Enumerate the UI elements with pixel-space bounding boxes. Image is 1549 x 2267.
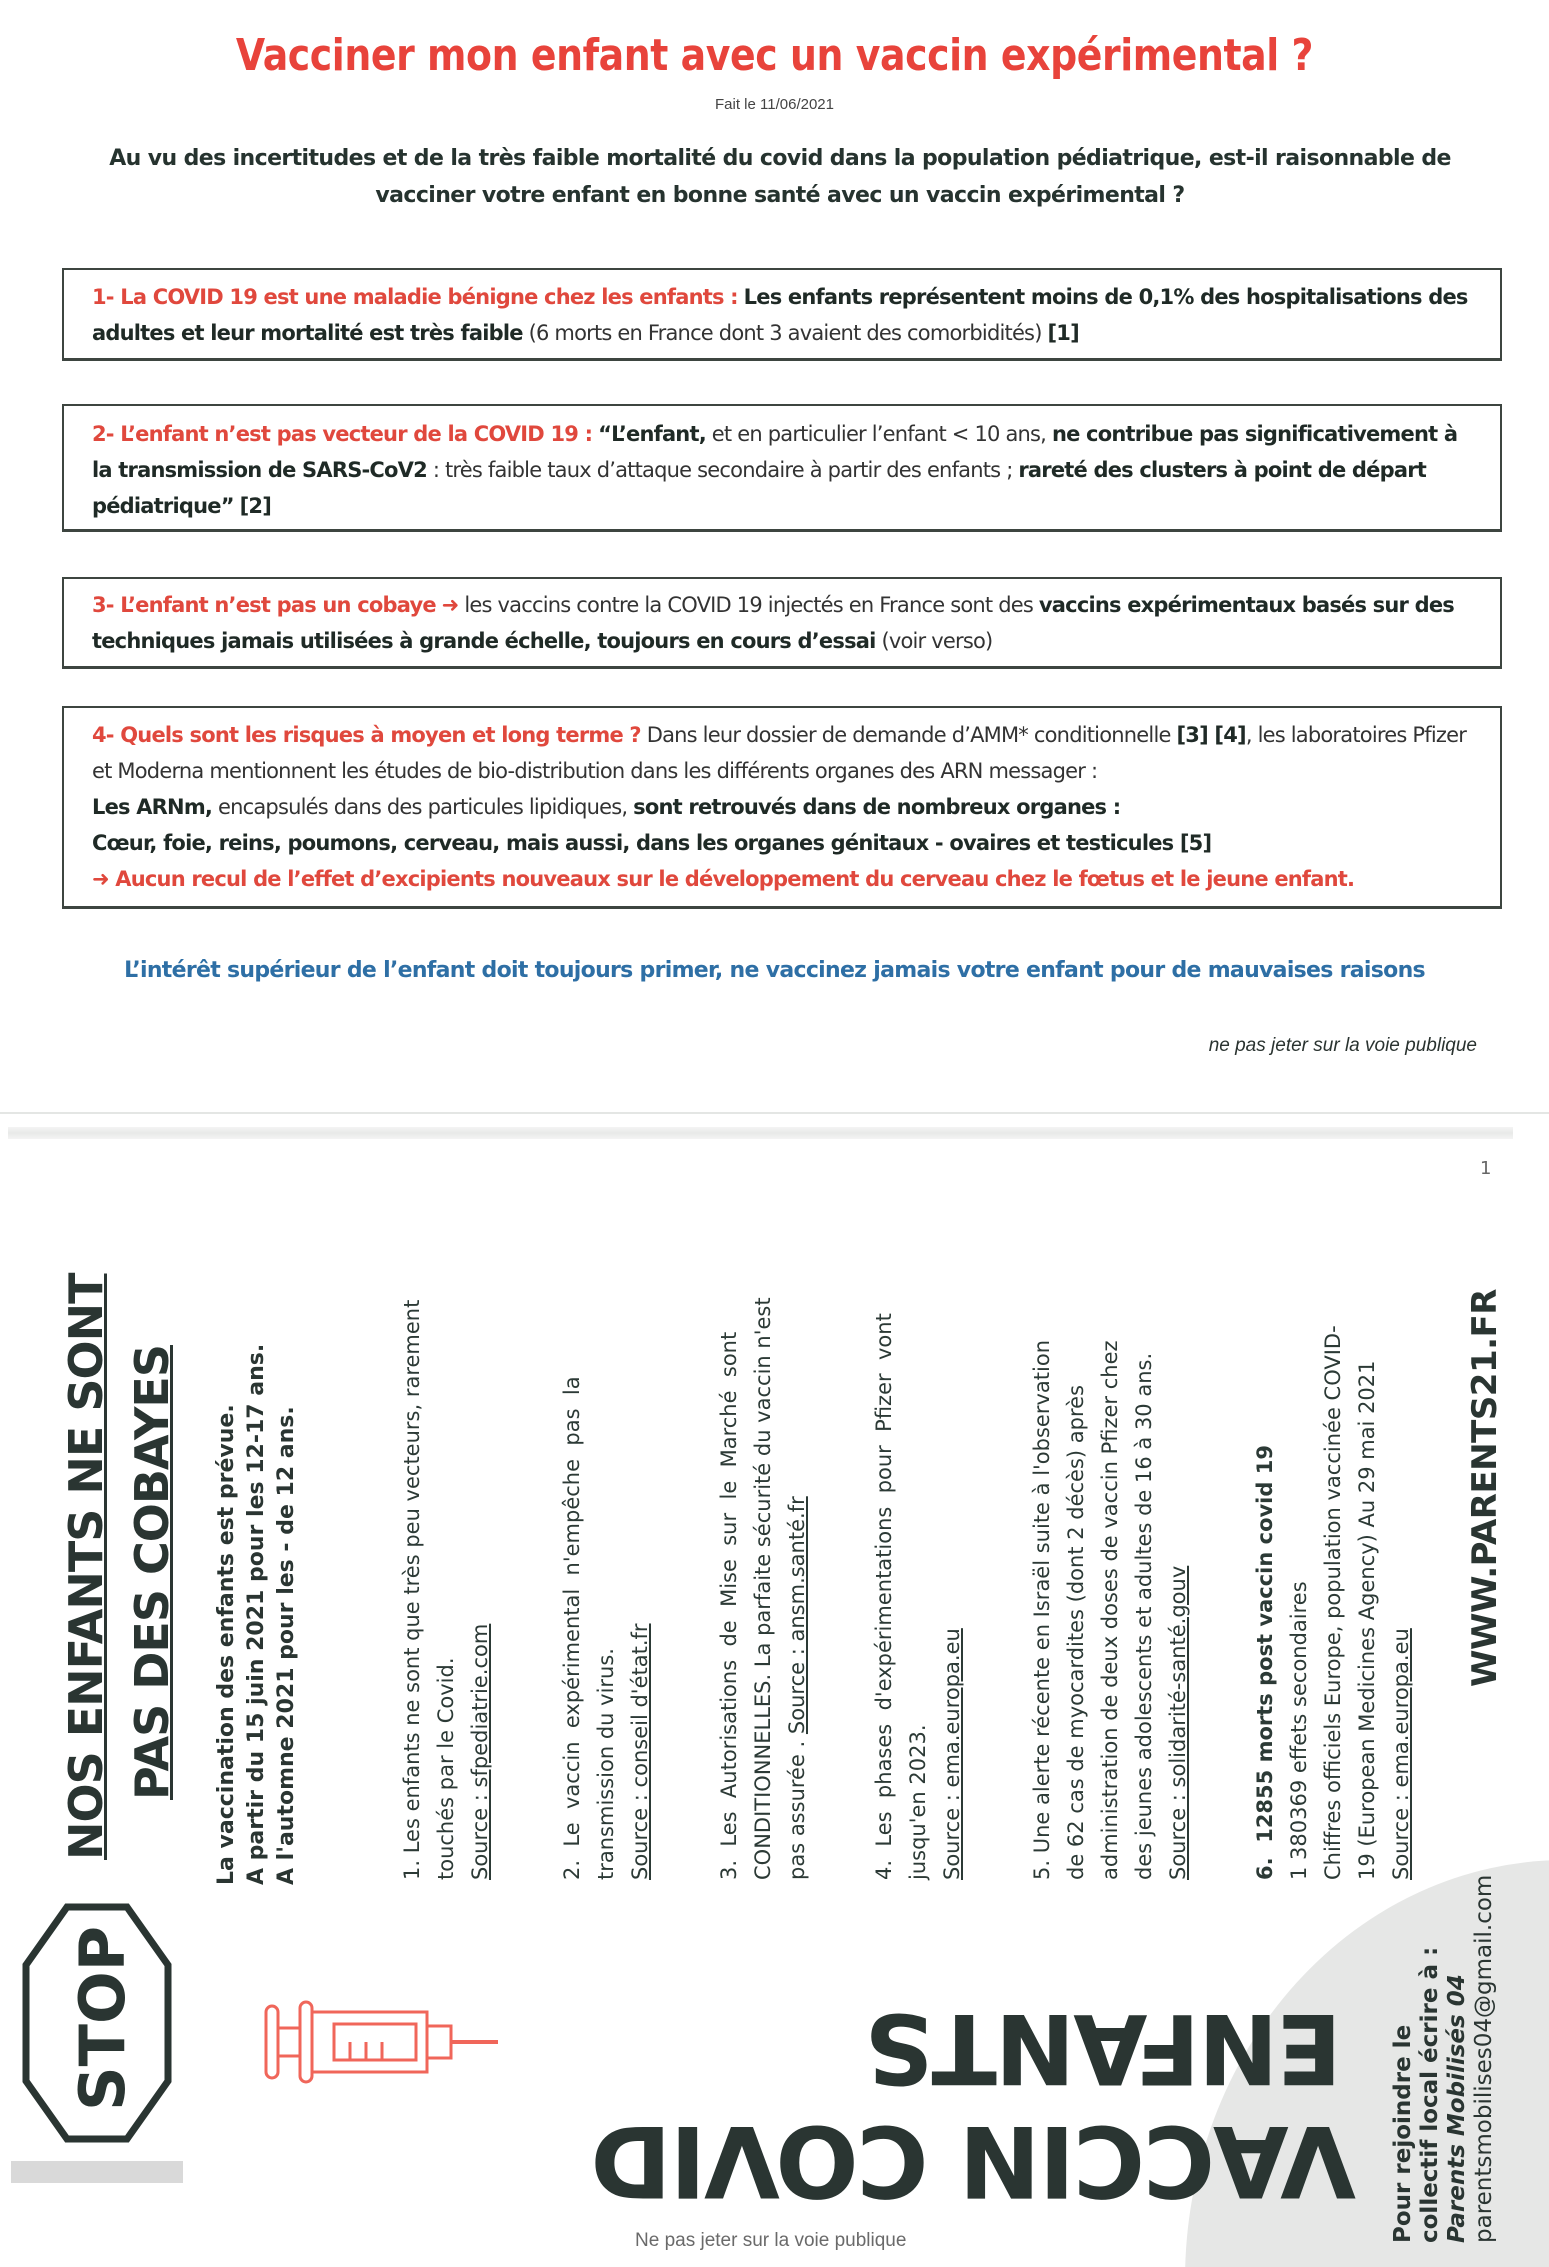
fact-line: touchés par le Covid. xyxy=(434,1657,458,1880)
quote-text: : très faible taux d’attaque secondaire à partir des enfants ; xyxy=(432,458,1013,482)
contact-line: collectif local écrire à : xyxy=(1417,1946,1443,2243)
fact-item-3 xyxy=(712,1297,814,1880)
fact-item-1 xyxy=(395,1300,497,1880)
fact-line: 19 (European Medicines Agency) Au 29 mai 2021 xyxy=(1355,1360,1379,1880)
point-bold: vaccins expérimentaux basés sur des techniques jamais utilisées à grande échelle, toujours en cours d’essai xyxy=(92,593,1454,653)
reference: [1] xyxy=(1047,321,1079,345)
fact-line: 1 380369 effets secondaires xyxy=(1287,1581,1311,1880)
quote-text: et en particulier l’enfant < 10 ans, xyxy=(711,422,1047,446)
fact-line: jusqu'en 2023. xyxy=(906,1724,930,1880)
point-bold: Cœur, foie, reins, poumons, cerveau, mais aussi, dans les organes génitaux - ovaires et testicules [5] xyxy=(92,831,1212,855)
warning-text: ➜ Aucun recul de l’effet d’excipients nouveaux sur le développement du cerveau chez le fœtus et le jeune enfant. xyxy=(92,867,1355,891)
point-heading: 2- L’enfant n’est pas vecteur de la COVID 19 : xyxy=(92,422,593,446)
fact-item-4 xyxy=(867,1313,969,1880)
tagline: L’intérêt supérieur de l’enfant doit toujours primer, ne vaccinez jamais votre enfant pour de mauvaises raisons xyxy=(124,958,1425,983)
schedule-line: A partir du 15 juin 2021 pour les 12-17 ans. xyxy=(244,1343,269,1885)
stop-sign-icon xyxy=(22,1903,172,2143)
page-title: Vacciner mon enfant avec un vaccin expérimental ? xyxy=(235,30,1314,81)
fact-line: 1. Les enfants ne sont que très peu vecteurs, rarement xyxy=(400,1299,424,1880)
fact-item-6 xyxy=(1248,1325,1418,1880)
fact-line: des jeunes adolescents et adultes de 16 à 30 ans. xyxy=(1132,1352,1156,1880)
point-box-2 xyxy=(62,404,1502,532)
point-box-4 xyxy=(62,706,1502,909)
syringe-icon xyxy=(262,1998,502,2086)
point-text: (6 morts en France dont 3 avaient des comorbidités) xyxy=(528,321,1042,345)
fact-line: 5. Une alerte récente en Israël suite à l'observation xyxy=(1030,1339,1054,1880)
fact-line: administration de deux doses de vaccin Pfizer chez xyxy=(1098,1340,1122,1880)
big-title-enfants: ENFANTS xyxy=(866,1992,1342,2104)
fact-source: Source : sfpediatrie.com xyxy=(468,1623,492,1880)
point-bold: Les ARNm, xyxy=(92,795,213,819)
fact-line: 6. 12855 morts post vaccin covid 19 xyxy=(1253,1445,1277,1880)
contact-line: Pour rejoindre le xyxy=(1390,2024,1416,2243)
fact-line: 3. Les Autorisations de Mise sur le Marché sont xyxy=(717,1331,741,1880)
big-title-vaccin-covid: VACCIN COVID xyxy=(592,2103,1356,2217)
vaccination-schedule xyxy=(212,1344,302,1885)
fact-item-5 xyxy=(1025,1340,1195,1880)
date-stamp: Fait le 11/06/2021 xyxy=(715,96,834,113)
point-box-3 xyxy=(62,577,1502,669)
fact-source: Source : solidarité-santé.gouv xyxy=(1166,1565,1190,1880)
point-bold: sont retrouvés dans de nombreux organes : xyxy=(633,795,1121,819)
point-text: encapsulés dans des particules lipidiques, xyxy=(217,795,628,819)
fact-line: de 62 cas de myocardites (dont 2 décès) après xyxy=(1064,1384,1088,1880)
reference: [2] xyxy=(239,494,272,518)
page-number: 1 xyxy=(1480,1158,1492,1179)
fact-line: transmission du virus. xyxy=(594,1648,618,1880)
fact-line: 4. Les phases d'expérimentations pour Pfizer vont xyxy=(872,1313,896,1880)
point-heading: 4- Quels sont les risques à moyen et long terme ? xyxy=(92,723,641,747)
group-name: Parents Mobilisés 04 xyxy=(1444,1974,1470,2243)
quote-bold: rareté des clusters à point de départ pédiatrique” xyxy=(92,458,1427,518)
no-litter-notice: ne pas jeter sur la voie publique xyxy=(1208,1035,1477,1056)
fact-line: pas assurée . xyxy=(785,1740,809,1880)
reference: [3] [4] xyxy=(1176,723,1246,747)
point-text: (voir verso) xyxy=(881,629,993,653)
point-heading: 3- L’enfant n’est pas un cobaye xyxy=(92,593,436,617)
headline-line-1: NOS ENFANTS NE SONT xyxy=(59,1273,113,1860)
point-text: , les laboratoires Pfizer et Moderna mentionnent les études de bio-distribution dans les différents organes des ARN messager : xyxy=(92,723,1467,783)
fact-source: Source : ansm.santé.fr xyxy=(785,1496,809,1735)
fact-line: Chiffres officiels Europe, population vaccinée COVID- xyxy=(1321,1325,1345,1880)
point-text: les vaccins contre la COVID 19 injectés en France sont des xyxy=(464,593,1034,617)
point-box-1 xyxy=(62,268,1502,361)
fact-line: 2. Le vaccin expérimental n'empêche pas la xyxy=(560,1376,584,1880)
fact-line: CONDITIONNELLES. La parfaite sécurité du vaccin n'est xyxy=(751,1297,775,1880)
fact-source: Source : conseil d'état.fr xyxy=(628,1623,652,1880)
fold-shadow xyxy=(8,1127,1513,1139)
fact-item-2 xyxy=(555,1376,657,1880)
fold-divider xyxy=(0,1112,1549,1114)
no-litter-notice-back: Ne pas jeter sur la voie publique xyxy=(635,2230,907,2251)
stop-text: STOP xyxy=(66,1925,139,2111)
point-text: Dans leur dossier de demande d’AMM* conditionnelle xyxy=(646,723,1171,747)
contact-email[interactable]: parentsmobilises04@gmail.com xyxy=(1471,1874,1497,2243)
point-heading: 1- La COVID 19 est une maladie bénigne chez les enfants : xyxy=(92,285,738,309)
website-link[interactable]: WWW.PARENTS21.FR xyxy=(1465,1289,1505,1687)
contact-block xyxy=(1390,1875,1498,2243)
fact-source: Source : ema.europa.eu xyxy=(940,1628,964,1880)
point-bold: Les enfants représentent moins de 0,1% des hospitalisations des adultes et leur mortalité est très faible xyxy=(92,285,1468,345)
stop-sign-shadow xyxy=(11,2161,183,2183)
fact-source: Source : ema.europa.eu xyxy=(1389,1628,1413,1880)
headline-line-2: PAS DES COBAYES xyxy=(125,1345,179,1800)
schedule-line: A l'automne 2021 pour les - de 12 ans. xyxy=(274,1406,299,1885)
quote-bold: “L’enfant, xyxy=(598,422,706,446)
arrow-right-icon: ➜ xyxy=(441,593,459,617)
intro-question: Au vu des incertitudes et de la très faible mortalité du covid dans la population pédiatrique, est-il raisonnable de vacciner votre enfant en bonne santé avec un vaccin expérimental ? xyxy=(109,146,1451,208)
quote-bold: ne contribue pas significativement à la transmission de SARS-CoV2 xyxy=(92,422,1458,482)
schedule-line: La vaccination des enfants est prévue. xyxy=(214,1404,239,1885)
